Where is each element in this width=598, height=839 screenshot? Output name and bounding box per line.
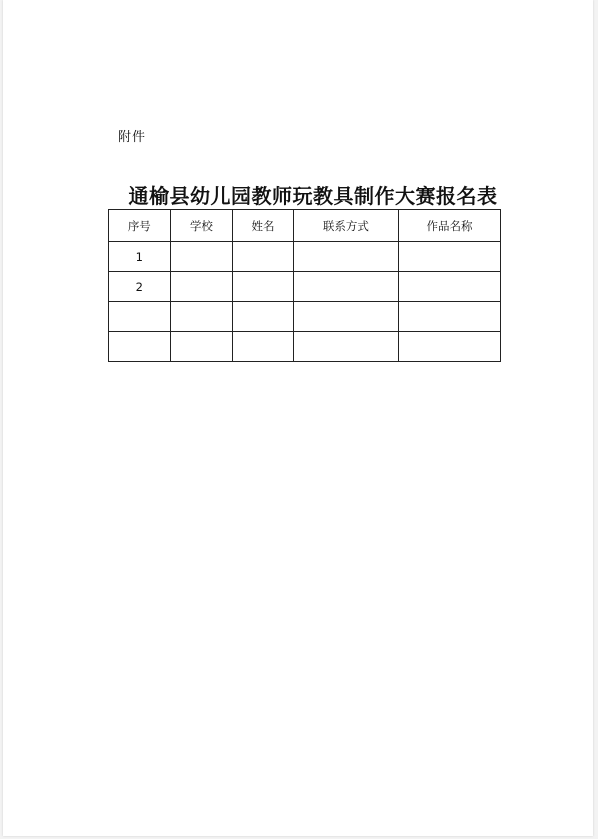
table-cell bbox=[170, 272, 233, 302]
table-cell bbox=[293, 242, 398, 272]
table-cell bbox=[398, 302, 500, 332]
header-serial-number: 序号 bbox=[109, 210, 171, 242]
form-title: 通榆县幼儿园教师玩教具制作大赛报名表 bbox=[128, 184, 498, 208]
table-cell bbox=[233, 272, 294, 302]
table-cell bbox=[233, 332, 294, 362]
table-cell bbox=[293, 302, 398, 332]
table-cell bbox=[398, 242, 500, 272]
table-cell bbox=[293, 272, 398, 302]
table-cell bbox=[170, 302, 233, 332]
table-cell bbox=[398, 272, 500, 302]
table-row bbox=[109, 242, 501, 272]
table-header-row bbox=[109, 210, 501, 242]
header-contact: 联系方式 bbox=[293, 210, 398, 242]
header-school: 学校 bbox=[170, 210, 233, 242]
document-page bbox=[3, 0, 593, 836]
table-row bbox=[109, 272, 501, 302]
table-cell bbox=[109, 332, 171, 362]
table-cell bbox=[293, 332, 398, 362]
table-cell: 2 bbox=[109, 272, 171, 302]
header-work-title: 作品名称 bbox=[398, 210, 500, 242]
table-cell bbox=[233, 242, 294, 272]
table-cell bbox=[170, 332, 233, 362]
table-cell: 1 bbox=[109, 242, 171, 272]
table-cell bbox=[233, 302, 294, 332]
table-row bbox=[109, 332, 501, 362]
table-cell bbox=[170, 242, 233, 272]
registration-table bbox=[108, 209, 501, 362]
table-cell bbox=[398, 332, 500, 362]
attachment-label: 附件 bbox=[118, 130, 147, 145]
table-row bbox=[109, 302, 501, 332]
table-cell bbox=[109, 302, 171, 332]
header-name: 姓名 bbox=[233, 210, 294, 242]
